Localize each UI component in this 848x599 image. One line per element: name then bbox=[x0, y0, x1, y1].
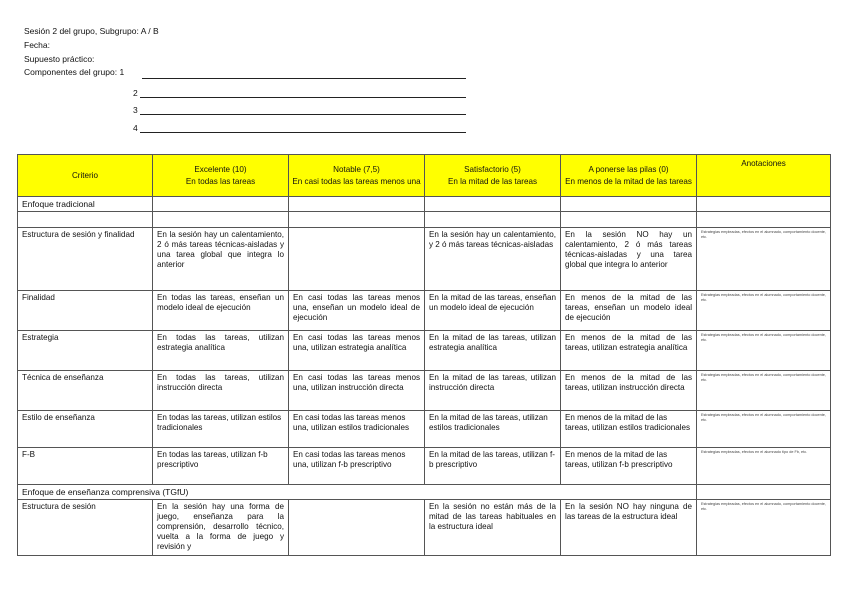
excellent-cell: En todas las tareas, utilizan instrucción directa bbox=[153, 371, 289, 411]
excellent-cell: En todas las tareas, utilizan f-b prescriptivo bbox=[153, 448, 289, 485]
table-row bbox=[18, 331, 831, 371]
satisfactory-cell: En la mitad de las tareas, enseñan un modelo ideal de ejecución bbox=[425, 291, 561, 331]
criterion-cell: Estilo de enseñanza bbox=[18, 411, 153, 448]
notable-title: Notable (7,5) bbox=[333, 164, 380, 174]
excellent-title: Excelente (10) bbox=[194, 164, 247, 174]
table-row bbox=[18, 500, 831, 556]
member-2-line[interactable] bbox=[140, 97, 466, 98]
notable-cell: En casi todas las tareas menos una, utilizan estrategia analítica bbox=[289, 331, 425, 371]
section-comprehensive: Enfoque de enseñanza comprensiva (TGfU) bbox=[18, 485, 697, 500]
table-row bbox=[18, 291, 831, 331]
satisfactory-cell: En la mitad de las tareas, utilizan estilos tradicionales bbox=[425, 411, 561, 448]
satisfactory-cell: En la mitad de las tareas, utilizan f-b prescriptivo bbox=[425, 448, 561, 485]
table-row bbox=[18, 411, 831, 448]
members-label: Componentes del grupo: 1 bbox=[24, 67, 125, 78]
excellent-cell: En todas las tareas, utilizan estrategia analítica bbox=[153, 331, 289, 371]
notes-cell: Estrategias empleadas, efectos en el alumnado, comportamiento docente, etc. bbox=[697, 411, 831, 448]
rubric-table bbox=[17, 154, 831, 556]
excellent-cell: En la sesión hay una forma de juego, enseñanza para la comprensión, desarrollo técnico, vuelta a la forma de juego y revisión y bbox=[153, 500, 289, 556]
criterion-cell: Técnica de enseñanza bbox=[18, 371, 153, 411]
notes-cell: Estrategias empleadas, efectos en el alumnado, comportamiento docente, etc. bbox=[697, 331, 831, 371]
insufficient-cell: En menos de la mitad de las tareas, utilizan instrucción directa bbox=[561, 371, 697, 411]
excellent-cell: En todas las tareas, utilizan estilos tradicionales bbox=[153, 411, 289, 448]
member-2-number: 2 bbox=[133, 88, 138, 98]
excellent-cell: En la sesión hay un calentamiento, 2 ó más tareas técnicas-aisladas y una tarea global que integra lo anterior bbox=[153, 228, 289, 291]
table-row bbox=[18, 371, 831, 411]
excellent-cell: En todas las tareas, enseñan un modelo ideal de ejecución bbox=[153, 291, 289, 331]
notable-cell bbox=[289, 228, 425, 291]
criterion-cell: Estructura de sesión y finalidad bbox=[18, 228, 153, 291]
notes-cell: Estrategias empleadas, efectos en el alumnado, comportamiento docente, etc. bbox=[697, 371, 831, 411]
notes-cell: Estrategias empleadas, efectos en el alumnado, comportamiento docente, etc. bbox=[697, 500, 831, 556]
excellent-sub: En todas las tareas bbox=[185, 176, 256, 186]
member-4-number: 4 bbox=[133, 123, 138, 133]
criterion-cell: Estructura de sesión bbox=[18, 500, 153, 556]
section-row bbox=[18, 485, 831, 500]
insufficient-cell: En menos de la mitad de las tareas, utilizan f-b prescriptivo bbox=[561, 448, 697, 485]
criterion-header: Criterio bbox=[18, 155, 153, 197]
notable-cell: En casi todas las tareas menos una, enseñan un modelo ideal de ejecución bbox=[289, 291, 425, 331]
notable-sub: En casi todas las tareas menos una bbox=[292, 176, 421, 186]
date-label: Fecha: bbox=[24, 39, 50, 50]
notable-cell: En casi todas las tareas menos una, utilizan f-b prescriptivo bbox=[289, 448, 425, 485]
form-header bbox=[24, 25, 159, 80]
notable-cell bbox=[289, 500, 425, 556]
notes-cell: Estrategias empleadas, efectos en el alumnado tipo de Fb, etc. bbox=[697, 448, 831, 485]
satisfactory-sub: En la mitad de las tareas bbox=[447, 176, 538, 186]
table-row bbox=[18, 448, 831, 485]
notes-header: Anotaciones bbox=[697, 155, 831, 197]
insufficient-sub: En menos de la mitad de las tareas bbox=[565, 176, 692, 186]
insufficient-cell: En menos de la mitad de las tareas, utilizan estrategia analítica bbox=[561, 331, 697, 371]
notable-cell: En casi todas las tareas menos una, utilizan estilos tradicionales bbox=[289, 411, 425, 448]
satisfactory-cell: En la mitad de las tareas, utilizan estrategia analítica bbox=[425, 331, 561, 371]
excellent-header bbox=[153, 155, 289, 197]
satisfactory-cell: En la sesión hay un calentamiento, y 2 ó más tareas técnicas-aisladas bbox=[425, 228, 561, 291]
criterion-cell: F-B bbox=[18, 448, 153, 485]
notes-cell: Estrategias empleadas, efectos en el alumnado, comportamiento docente, etc. bbox=[697, 228, 831, 291]
criterion-cell: Estrategia bbox=[18, 331, 153, 371]
notable-cell: En casi todas las tareas menos una, utilizan instrucción directa bbox=[289, 371, 425, 411]
satisfactory-cell: En la sesión no están más de la mitad de las tareas habituales en la estructura ideal bbox=[425, 500, 561, 556]
satisfactory-title: Satisfactorio (5) bbox=[464, 164, 521, 174]
notes-cell: Estrategias empleadas, efectos en el alumnado, comportamiento docente, etc. bbox=[697, 291, 831, 331]
section-row bbox=[18, 197, 831, 212]
empty-row bbox=[18, 212, 831, 228]
insufficient-title: A ponerse las pilas (0) bbox=[588, 164, 669, 174]
insufficient-cell: En menos de la mitad de las tareas, enseñan un modelo ideal de ejecución bbox=[561, 291, 697, 331]
member-3-line[interactable] bbox=[140, 114, 466, 115]
session-label: Sesión 2 del grupo, Subgrupo: A / B bbox=[24, 26, 159, 36]
member-1-line[interactable] bbox=[142, 78, 466, 79]
satisfactory-cell: En la mitad de las tareas, utilizan instrucción directa bbox=[425, 371, 561, 411]
member-4-line[interactable] bbox=[140, 132, 466, 133]
insufficient-cell: En la sesión NO hay ninguna de las tareas de la estructura ideal bbox=[561, 500, 697, 556]
insufficient-cell: En menos de la mitad de las tareas, utilizan estilos tradicionales bbox=[561, 411, 697, 448]
section-traditional: Enfoque tradicional bbox=[18, 197, 153, 212]
member-3-number: 3 bbox=[133, 105, 138, 115]
insufficient-cell: En la sesión NO hay un calentamiento, 2 ó más tareas técnicas-aisladas y una tarea global que integra lo anterior bbox=[561, 228, 697, 291]
header-row bbox=[18, 155, 831, 197]
notable-header bbox=[289, 155, 425, 197]
criterion-cell: Finalidad bbox=[18, 291, 153, 331]
satisfactory-header bbox=[425, 155, 561, 197]
table-row bbox=[18, 228, 831, 291]
case-label: Supuesto práctico: bbox=[24, 53, 95, 64]
insufficient-header bbox=[561, 155, 697, 197]
